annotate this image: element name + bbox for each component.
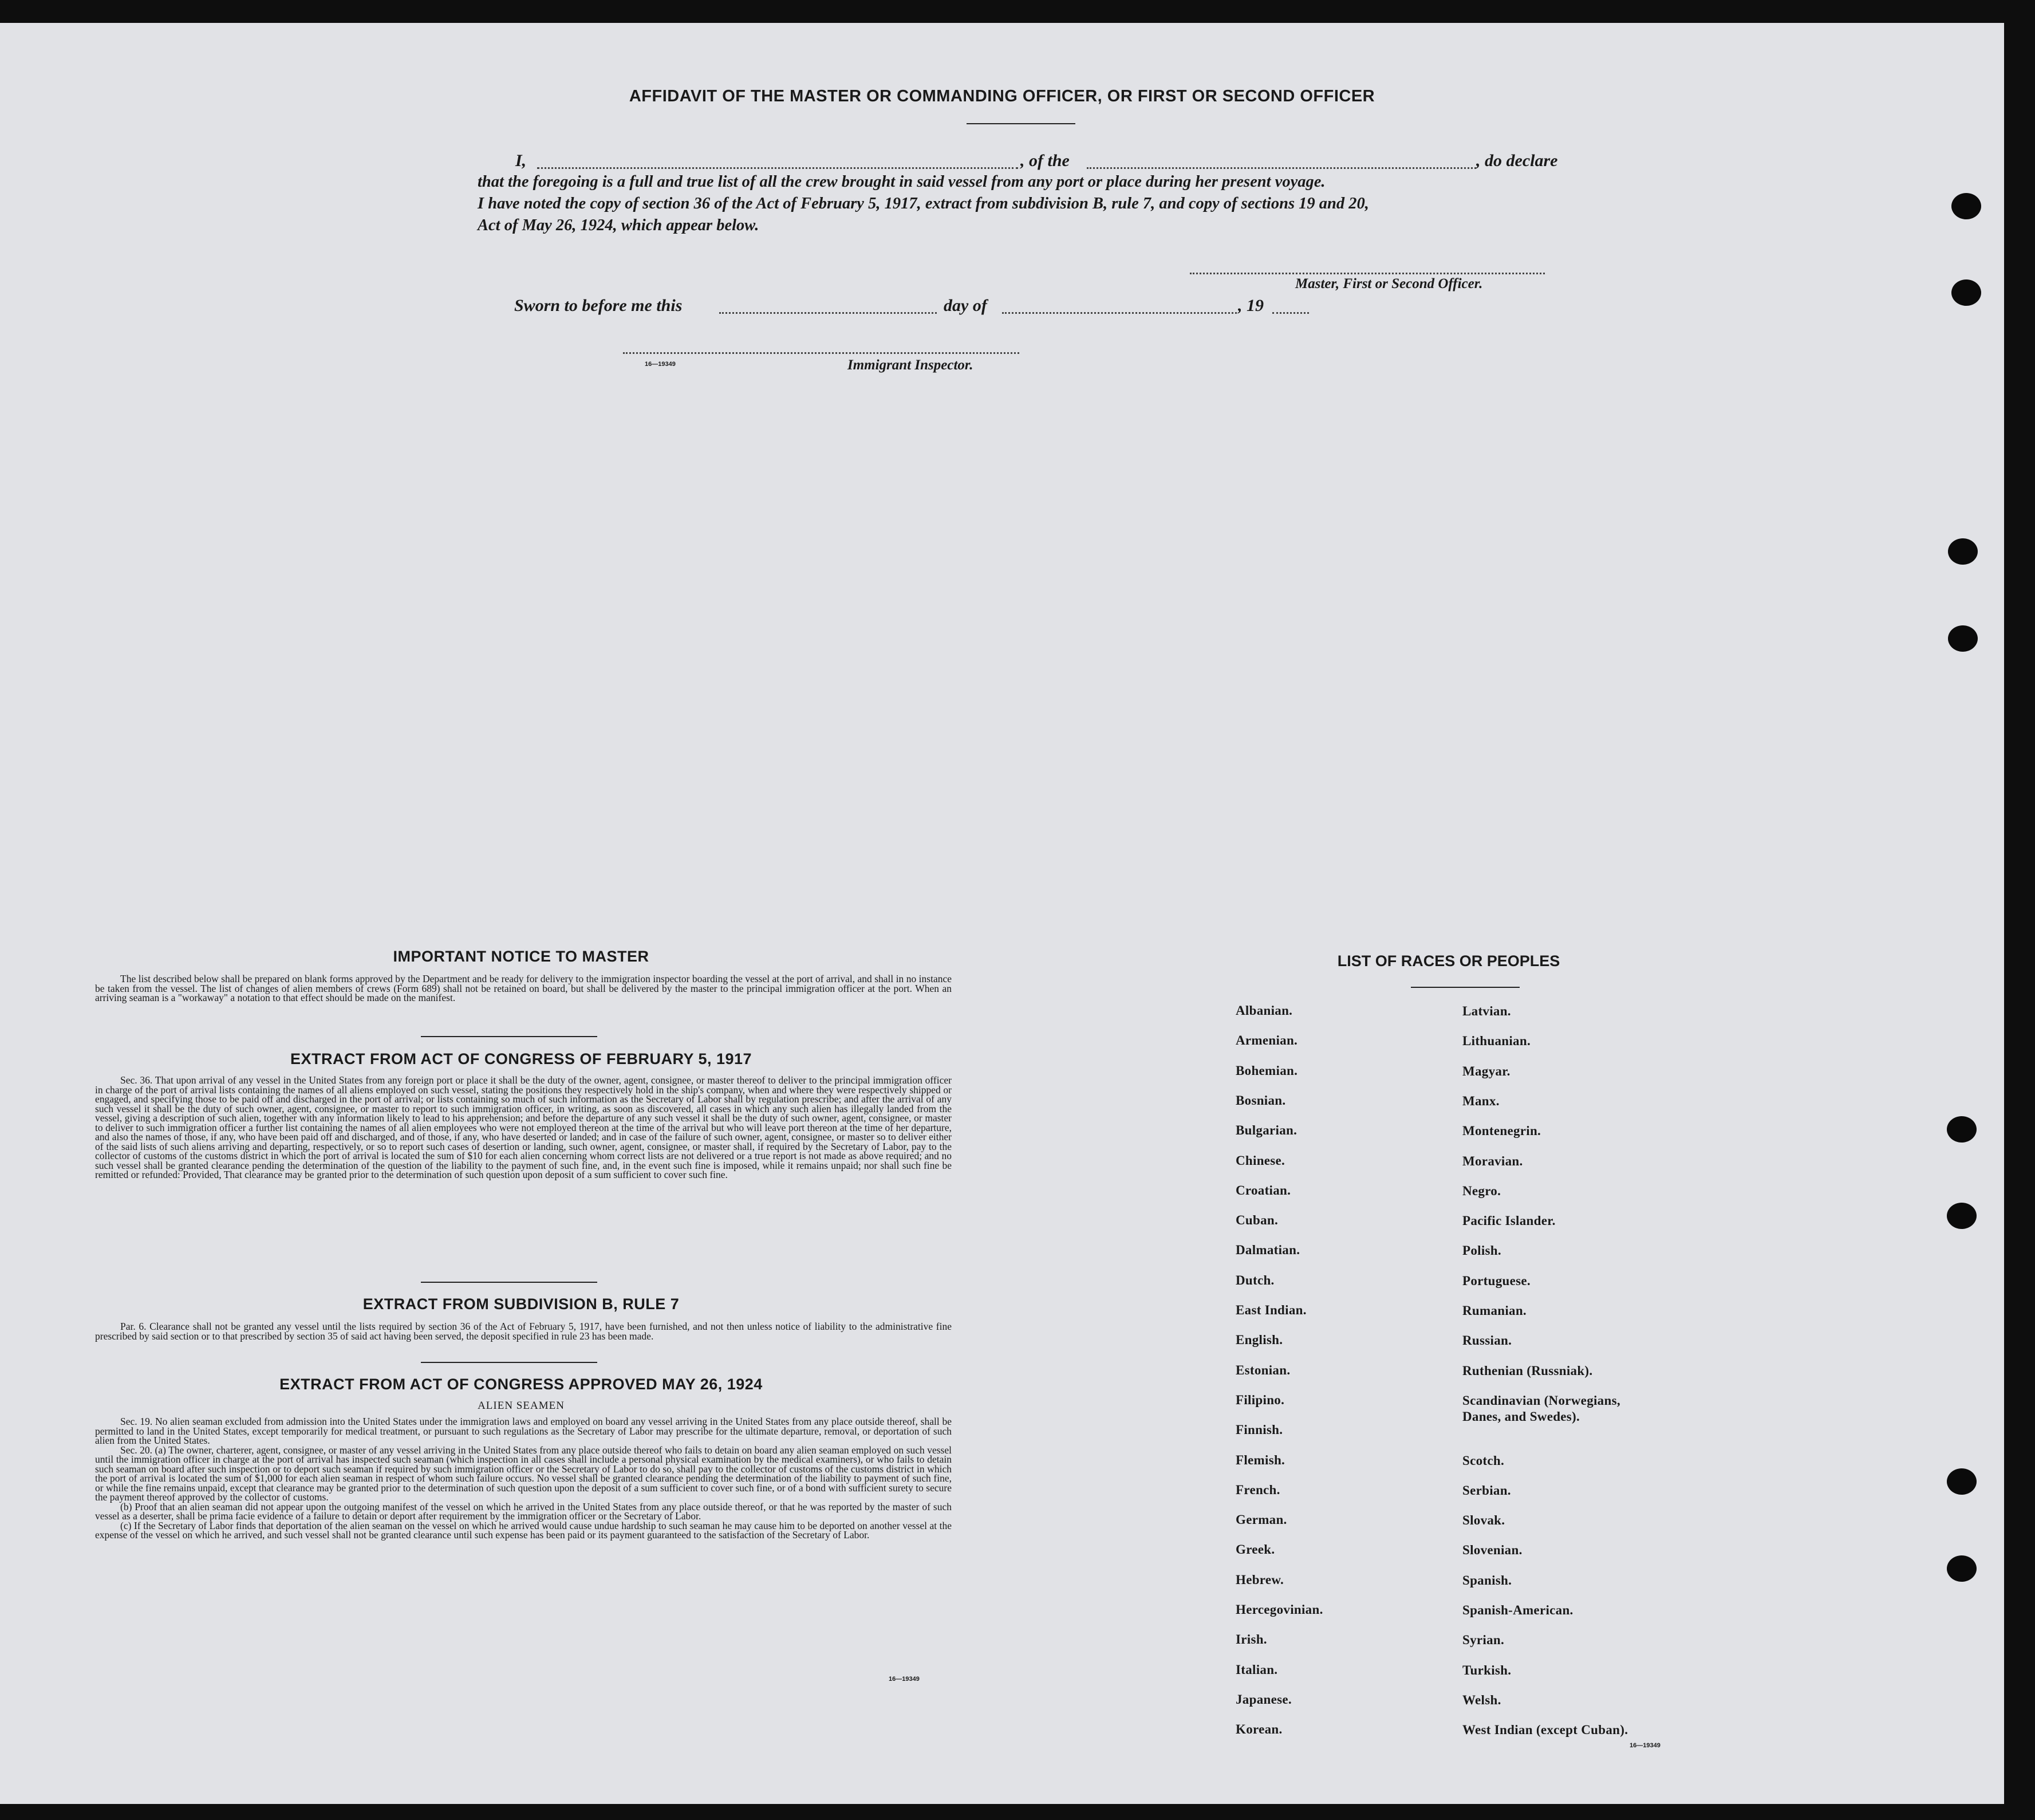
race-item: Dalmatian. — [1236, 1243, 1300, 1258]
race-item: Latvian. — [1462, 1004, 1511, 1018]
race-item: Bosnian. — [1236, 1093, 1286, 1108]
race-item: Moravian. — [1462, 1153, 1523, 1168]
race-item: Welsh. — [1462, 1692, 1501, 1707]
notice-title: IMPORTANT NOTICE TO MASTER — [393, 948, 649, 965]
affidavit-title: AFFIDAVIT OF THE MASTER OR COMMANDING OFFICER, OR FIRST OR SECOND OFFICER — [629, 87, 1375, 105]
extract-1924-text — [95, 1417, 952, 1540]
affidavit-do-declare: , do declare — [1476, 151, 1558, 170]
race-item: Hebrew. — [1236, 1572, 1284, 1587]
race-item: Cuban. — [1236, 1213, 1279, 1228]
rule-7-text — [95, 1322, 952, 1341]
binder-hole — [1948, 538, 1978, 565]
race-item: Syrian. — [1462, 1633, 1505, 1648]
race-item: Slovak. — [1462, 1513, 1505, 1528]
race-item: Ruthenian (Russniak). — [1462, 1363, 1593, 1378]
race-item: Pacific Islander. — [1462, 1214, 1556, 1228]
race-item: German. — [1236, 1512, 1287, 1527]
race-item: French. — [1236, 1482, 1280, 1497]
race-item: Bohemian. — [1236, 1063, 1298, 1078]
race-item: East Indian. — [1236, 1303, 1307, 1317]
year-prefix: , 19 — [1238, 296, 1264, 315]
race-item: Polish. — [1462, 1243, 1501, 1258]
month-blank — [1002, 312, 1237, 314]
race-item: Serbian. — [1462, 1483, 1511, 1498]
race-item: Albanian. — [1236, 1003, 1293, 1018]
race-item: Scotch. — [1462, 1453, 1505, 1468]
races-title-rule — [1411, 987, 1520, 988]
master-signature-line — [1190, 273, 1545, 274]
binder-hole — [1947, 1116, 1977, 1143]
race-item: Spanish-American. — [1462, 1603, 1573, 1617]
race-item: Japanese. — [1236, 1692, 1292, 1707]
race-item: Finnish. — [1236, 1423, 1283, 1437]
race-item: Croatian. — [1236, 1183, 1291, 1197]
section-rule — [421, 1036, 597, 1037]
affidavit-i: I, — [515, 151, 527, 170]
race-item: Greek. — [1236, 1542, 1275, 1557]
race-item: Turkish. — [1462, 1663, 1512, 1677]
race-item: Bulgarian. — [1236, 1123, 1297, 1138]
section-rule — [421, 1362, 597, 1363]
document-page — [0, 23, 2004, 1804]
binder-hole — [1948, 625, 1978, 652]
race-item: Scandinavian (Norwegians, Danes, and Swedes). — [1462, 1393, 1620, 1424]
binder-hole — [1951, 279, 1981, 306]
year-blank — [1272, 312, 1309, 314]
race-item: Rumanian. — [1462, 1303, 1527, 1318]
sworn-label: Sworn to before me this — [514, 296, 683, 315]
race-item: Flemish. — [1236, 1452, 1285, 1467]
race-item: Irish. — [1236, 1632, 1267, 1647]
binder-hole — [1947, 1555, 1977, 1582]
race-item: Estonian. — [1236, 1362, 1291, 1377]
affidavit-line-4: Act of May 26, 1924, which appear below. — [478, 216, 759, 234]
race-item: English. — [1236, 1333, 1283, 1348]
affidavit-line-3: I have noted the copy of section 36 of the Act of February 5, 1917, extract from subdivision B, rule 7, and copy of sections 19 and 20, — [478, 195, 1369, 212]
sec-20c-paragraph: (c) If the Secretary of Labor finds that deportation of the alien seaman on the vessel on which he arrived would cause undue hardship to such seaman he may cause him to be deported on another vessel at the expense of the vessel on which he arrived, and such vessel shall not be granted clearance until such expense has been paid or its payment guaranteed to the satisfaction of the Secretary of Labor. — [95, 1519, 952, 1541]
race-item: Armenian. — [1236, 1033, 1298, 1048]
extract-1924-title: EXTRACT FROM ACT OF CONGRESS APPROVED MAY 26, 1924 — [279, 1376, 763, 1393]
race-item: Dutch. — [1236, 1273, 1275, 1287]
race-item: Lithuanian. — [1462, 1034, 1531, 1049]
race-item: Negro. — [1462, 1183, 1501, 1198]
form-number: 16—19349 — [1630, 1742, 1661, 1749]
race-item: Portuguese. — [1462, 1273, 1531, 1288]
race-item: West Indian (except Cuban). — [1462, 1723, 1628, 1738]
race-item: Manx. — [1462, 1093, 1500, 1108]
race-item: Korean. — [1236, 1722, 1283, 1737]
race-item: Filipino. — [1236, 1392, 1285, 1407]
rule-7-paragraph: Par. 6. Clearance shall not be granted any vessel until the lists required by section 36 of the Act of February 5, 1917, have been furnished, and not then unless notice of liability to the administrative fine prescribed by said section or to that prescribed by section 35 of said act having been served, the deposit specified in rule 23 has been made. — [95, 1321, 952, 1342]
sec-19-paragraph: Sec. 19. No alien seaman excluded from admission into the United States under the immigration laws and employed on board any vessel arriving in the United States from any place outside thereof, shall be permitted to land in the United States, except temporarily for medical treatment, or pursuant to such regulations as the Secretary of Labor may prescribe for the ultimate departure, removal, or deportation of such alien from the United States. — [95, 1416, 952, 1446]
race-item: Magyar. — [1462, 1063, 1511, 1078]
binder-hole — [1951, 193, 1981, 219]
binder-hole — [1947, 1203, 1977, 1229]
race-item: Russian. — [1462, 1333, 1512, 1348]
race-item: Slovenian. — [1462, 1543, 1523, 1558]
day-blank — [719, 312, 937, 314]
affidavit-line-2: that the foregoing is a full and true list of all the crew brought in said vessel from any port or place during her present voyage. — [478, 173, 1326, 191]
races-title: LIST OF RACES OR PEOPLES — [1337, 952, 1560, 970]
affidavit-of-the: , of the — [1020, 151, 1070, 170]
notice-text — [95, 974, 952, 1003]
alien-seamen-subtitle: ALIEN SEAMEN — [478, 1400, 565, 1412]
sec-20b-paragraph: (b) Proof that an alien seaman did not appear upon the outgoing manifest of the vessel on which he arrived in the United States from any place outside thereof, or that he was reported by the master of such vessel as a deserter, shall be prima facie evidence of a failure to detain or deport after requirement by the immigration officer or the Secretary of Labor. — [95, 1500, 952, 1522]
race-item: Hercegovinian. — [1236, 1602, 1323, 1617]
sec-20a-paragraph: Sec. 20. (a) The owner, charterer, agent, consignee, or master of any vessel arriving in the United States from any place outside thereof who fails to detain on board any alien seaman employed on such vessel until the immigration officer in charge at the port of arrival has inspected such seaman (which inspection in all cases shall include a personal physical examination by the medical examiners), or who fails to detain such seaman on board after such inspection or to deport such seaman if required by such immigration officer or the Secretary of Labor to do so, shall pay to the collector of customs of the customs district in which the port of arrival is located the sum of $1,000 for each alien seaman in respect of whom such failure occurs. No vessel shall be granted clearance pending the determination of the liability to payment of such fine, or while the fine remains unpaid, except that clearance may be granted prior to the determination of such question upon the deposit of a sum sufficient to cover such fine, or of a bond with sufficient surety to secure the payment thereof approved by the collector of customs. — [95, 1444, 952, 1503]
extract-1917-text — [95, 1076, 952, 1180]
form-number: 16—19349 — [645, 361, 676, 368]
notice-paragraph: The list described below shall be prepared on blank forms approved by the Department and be ready for delivery to the immigration inspector boarding the vessel at the port of arrival, and shall in no instance be taken from the vessel. The list of changes of alien members of crews (Form 689) shall not be retained on board, but shall be delivered by the master to the principal immigration officer at the port. When an arriving seaman is a "workaway" a notation to that effect should be made on the manifest. — [95, 973, 952, 1003]
extract-1917-title: EXTRACT FROM ACT OF CONGRESS OF FEBRUARY 5, 1917 — [290, 1050, 752, 1067]
rule-7-title: EXTRACT FROM SUBDIVISION B, RULE 7 — [362, 1295, 680, 1313]
race-item: Chinese. — [1236, 1153, 1285, 1168]
section-rule — [421, 1282, 597, 1283]
inspector-label: Immigrant Inspector. — [847, 357, 973, 373]
master-signature-label: Master, First or Second Officer. — [1295, 276, 1483, 291]
binder-hole — [1947, 1468, 1977, 1495]
vessel-blank — [1087, 167, 1476, 169]
section-36-paragraph: Sec. 36. That upon arrival of any vessel in the United States from any foreign port or place it shall be the duty of the owner, agent, consignee, or master thereof to deliver to the principal immigration officer in charge of the port of arrival lists containing the names of all aliens employed on such vessel, stating the positions they respectively hold in the ship's company, when and where they were respectively shipped or engaged, and specifying those to be paid off and discharged in the port of arrival; or lists containing so much of such information as the Secretary of Labor shall by regulation prescribe; and after the arrival of any such vessel it shall be the duty of such owner, agent, consignee, or master to report to such immigration officer, in writing, as soon as discovered, all cases in which any such alien has illegally landed from the vessel, giving a description of such alien, together with any information likely to lead to his apprehension; and before the departure of any such vessel it shall be the duty of such owner, agent, consignee, or master to deliver to such immigration officer a further list containing the names of all alien employees who were not employed thereon at the time of the arrival but who will leave port thereon at the time of her departure, and also the names of those, if any, who have been paid off and discharged, and of those, if any, who have deserted or landed; and in case of the failure of such owner, agent, consignee, or master so to deliver either of the said lists of such aliens arriving and departing, respectively, or so to report such cases of desertion or landing, such owner, agent, consignee, or master shall, if required by the Secretary of Labor, pay to the collector of customs of the customs district in which the port of arrival is located the sum of $10 for each alien concerning whom correct lists are not delivered or a true report is not made as above required; and no such vessel shall be granted clearance pending the determination of the question of the liability to the payment of such fine, and, in the event such fine is imposed, while it remains unpaid; nor shall such fine be remitted or refunded: Provided, That clearance may be granted prior to the determination of such question upon deposit of a sum sufficient to cover such fine. — [95, 1074, 952, 1180]
title-rule — [967, 123, 1075, 124]
name-blank — [537, 167, 1018, 169]
inspector-signature-line — [623, 352, 1019, 354]
race-item: Italian. — [1236, 1662, 1278, 1677]
form-number: 16—19349 — [889, 1676, 920, 1683]
race-item: Spanish. — [1462, 1573, 1512, 1587]
race-item: Montenegrin. — [1462, 1124, 1541, 1139]
day-of-label: day of — [944, 296, 987, 315]
